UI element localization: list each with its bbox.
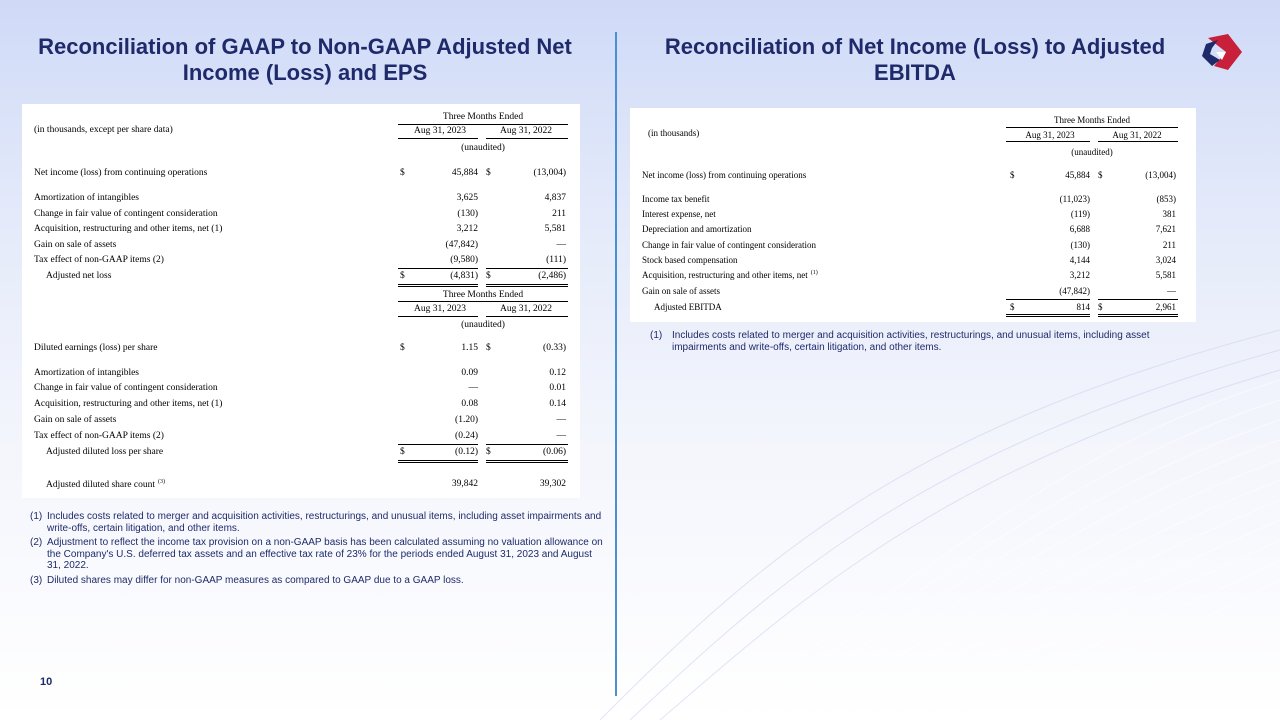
subtotal-rule-2 bbox=[1098, 299, 1178, 300]
footnote-item bbox=[30, 511, 606, 534]
page-number: 10 bbox=[40, 676, 53, 688]
row-label-text: Amortization of intangibles bbox=[34, 368, 140, 378]
value-2022: (853) bbox=[1156, 194, 1176, 204]
table-row-label bbox=[34, 399, 222, 409]
col-rule-1 bbox=[398, 138, 478, 139]
subtotal-rule-1 bbox=[398, 268, 478, 269]
table-row-label bbox=[642, 194, 709, 204]
value-2022: — bbox=[556, 431, 566, 441]
value-2023: (47,842) bbox=[445, 240, 478, 250]
col-rule-2 bbox=[1098, 141, 1178, 142]
value-2022: (13,004) bbox=[1145, 170, 1176, 180]
total-rule-1 bbox=[398, 284, 478, 287]
left-title: Reconciliation of GAAP to Non-GAAP Adjusted Net Income (Loss) and EPS bbox=[38, 34, 572, 85]
unaudited-label: (unaudited) bbox=[461, 320, 505, 330]
value-2023: (130) bbox=[457, 209, 478, 219]
value-2022: (0.06) bbox=[543, 447, 566, 457]
value-2022: (2,486) bbox=[538, 271, 566, 281]
value-2023: (119) bbox=[1070, 209, 1090, 219]
value-2022: 7,621 bbox=[1155, 224, 1176, 234]
value-2023: (0.24) bbox=[455, 431, 478, 441]
subtotal-rule-2 bbox=[486, 444, 568, 445]
value-2022: 0.01 bbox=[549, 383, 566, 393]
table-row-label bbox=[642, 240, 816, 250]
total-rule-2 bbox=[486, 460, 568, 463]
col-header-2023: Aug 31, 2023 bbox=[414, 126, 466, 136]
row-label-text: Gain on sale of assets bbox=[34, 415, 117, 425]
header-rule bbox=[398, 124, 568, 125]
period-header: Three Months Ended bbox=[1054, 115, 1130, 125]
total-rule-2 bbox=[1098, 314, 1178, 317]
period-header: Three Months Ended bbox=[442, 112, 524, 122]
subtotal-rule-2 bbox=[486, 268, 568, 269]
table-row-label bbox=[34, 431, 164, 441]
table-row-label: Amortization of intangibles bbox=[34, 193, 140, 203]
row-label-text: Stock based compensation bbox=[642, 255, 738, 265]
table-row-label bbox=[642, 224, 751, 234]
row-label-text: Adjusted diluted share count bbox=[46, 480, 155, 491]
col-header-2022: Aug 31, 2022 bbox=[1112, 130, 1162, 140]
value-2022: 0.14 bbox=[549, 399, 566, 409]
value-2023: (9,580) bbox=[450, 255, 478, 265]
row-label-text: Depreciation and amortization bbox=[642, 224, 752, 234]
table-row-label bbox=[654, 302, 722, 312]
row-label-text: Interest expense, net bbox=[642, 209, 716, 219]
value-2023: (0.12) bbox=[455, 447, 478, 457]
row-label-text: Tax effect of non-GAAP items (2) bbox=[34, 431, 164, 441]
total-rule-1 bbox=[398, 460, 478, 463]
row-label-text: Income tax benefit bbox=[642, 194, 710, 204]
currency-sign: $ bbox=[486, 271, 491, 281]
table-row-label bbox=[642, 286, 720, 296]
currency-sign: $ bbox=[400, 447, 405, 457]
table-row-label bbox=[642, 209, 716, 219]
currency-sign: $ bbox=[486, 168, 491, 178]
col-header-2022: Aug 31, 2022 bbox=[500, 126, 552, 136]
footnote-ref: (3) bbox=[157, 479, 165, 485]
table-row-label: Change in fair value of contingent consideration bbox=[34, 209, 218, 219]
right-title: Reconciliation of Net Income (Loss) to Adjusted EBITDA bbox=[664, 34, 1166, 85]
value-2022: 211 bbox=[552, 209, 566, 219]
unaudited-label: (unaudited) bbox=[461, 143, 505, 153]
col-rule-1 bbox=[398, 316, 478, 317]
right-table-panel bbox=[630, 108, 1196, 322]
value-2023: (4,831) bbox=[450, 271, 478, 281]
value-2022: 211 bbox=[1162, 240, 1176, 250]
value-2022: — bbox=[1167, 286, 1176, 296]
table-row-label bbox=[46, 479, 165, 490]
table-row-label bbox=[34, 415, 116, 425]
value-2023: 6,688 bbox=[1069, 224, 1090, 234]
table-row-label: Acquisition, restructuring and other items, net (1) bbox=[34, 224, 223, 234]
table-row-label: Tax effect of non-GAAP items (2) bbox=[34, 255, 164, 265]
col-rule-2 bbox=[486, 138, 568, 139]
value-2023: 39,842 bbox=[451, 479, 478, 489]
col-rule-1 bbox=[1006, 141, 1090, 142]
currency-sign: $ bbox=[400, 271, 405, 281]
row-label-text: Adjusted EBITDA bbox=[654, 302, 722, 312]
col-header-2023: Aug 31, 2023 bbox=[414, 304, 466, 314]
value-2022: — bbox=[556, 415, 566, 425]
company-logo-icon bbox=[1198, 30, 1246, 74]
value-2022: (111) bbox=[546, 255, 566, 265]
value-2023: (1.20) bbox=[455, 415, 478, 425]
footnote-text: Includes costs related to merger and acquisition activities, restructurings, and unusual items, including asset impairments and write-offs, certain litigation, and other items. bbox=[672, 330, 1150, 353]
right-ebitda-table bbox=[630, 108, 1196, 322]
units-label: (in thousands, except per share data) bbox=[34, 125, 173, 135]
footnote-item bbox=[30, 537, 606, 573]
value-2023: 3,625 bbox=[456, 193, 478, 203]
table-row-label bbox=[34, 343, 157, 353]
col-rule-2 bbox=[486, 316, 568, 317]
currency-sign: $ bbox=[486, 343, 491, 353]
footnote-item bbox=[650, 330, 1170, 354]
currency-sign: $ bbox=[400, 168, 405, 178]
row-label-text: Diluted earnings (loss) per share bbox=[34, 343, 158, 353]
unaudited-label: (unaudited) bbox=[1071, 147, 1113, 157]
value-2023: 814 bbox=[1076, 302, 1090, 312]
table-row-label bbox=[34, 368, 139, 378]
value-2022: 4,837 bbox=[544, 193, 566, 203]
currency-sign: $ bbox=[1010, 302, 1015, 312]
value-2022: — bbox=[556, 240, 566, 250]
footnote-marker: (1) bbox=[30, 511, 43, 522]
vertical-divider bbox=[615, 32, 617, 696]
table-row-label bbox=[34, 383, 218, 393]
value-2023: 4,144 bbox=[1069, 255, 1090, 265]
value-2022: 0.12 bbox=[549, 368, 566, 378]
table-row-label: Net income (loss) from continuing operations bbox=[34, 168, 208, 178]
value-2022: 5,581 bbox=[1155, 270, 1176, 280]
left-table-panel bbox=[22, 104, 580, 498]
footnote-item bbox=[30, 575, 606, 587]
value-2023: — bbox=[468, 383, 478, 393]
value-2023: 45,884 bbox=[451, 168, 478, 178]
value-2023: (130) bbox=[1070, 240, 1090, 250]
total-rule-1 bbox=[1006, 314, 1090, 317]
footnote-ref: (1) bbox=[810, 270, 818, 276]
row-label-text: Adjusted diluted loss per share bbox=[46, 447, 164, 457]
currency-sign: $ bbox=[1098, 302, 1103, 312]
currency-sign: $ bbox=[486, 447, 491, 457]
footnote-marker: (1) bbox=[650, 330, 663, 341]
value-2022: (13,004) bbox=[533, 168, 566, 178]
value-2023: 0.09 bbox=[461, 368, 478, 378]
value-2023: 0.08 bbox=[461, 399, 478, 409]
header-rule bbox=[398, 301, 568, 302]
value-2023: (47,842) bbox=[1059, 286, 1090, 296]
total-rule-2 bbox=[486, 284, 568, 287]
value-2023: 3,212 bbox=[1069, 270, 1090, 280]
currency-sign: $ bbox=[400, 343, 405, 353]
value-2022: (0.33) bbox=[543, 343, 566, 353]
footnote-text: Includes costs related to merger and acquisition activities, restructurings, and unusual items, including asset impairments and write-offs, certain litigation, and other items. bbox=[47, 511, 602, 534]
table-row-label: Adjusted net loss bbox=[46, 271, 112, 281]
row-label-text: Acquisition, restructuring and other items, net bbox=[642, 270, 808, 280]
col-header-2023: Aug 31, 2023 bbox=[1025, 130, 1075, 140]
value-2022: 381 bbox=[1162, 209, 1176, 219]
table-row-label bbox=[642, 270, 818, 280]
row-label-text: Gain on sale of assets bbox=[642, 286, 720, 296]
row-label-text: Acquisition, restructuring and other items, net (1) bbox=[34, 399, 223, 409]
footnote-marker: (3) bbox=[30, 575, 43, 586]
table-row-label bbox=[46, 447, 163, 457]
table-row-label bbox=[642, 170, 806, 180]
row-label-text: Change in fair value of contingent consideration bbox=[34, 383, 218, 393]
value-2022: 2,961 bbox=[1155, 302, 1176, 312]
value-2022: 3,024 bbox=[1155, 255, 1176, 265]
value-2023: 45,884 bbox=[1065, 170, 1090, 180]
table-row-label: Gain on sale of assets bbox=[34, 240, 117, 250]
value-2022: 5,581 bbox=[544, 224, 566, 234]
value-2023: 3,212 bbox=[456, 224, 478, 234]
col-header-2022: Aug 31, 2022 bbox=[500, 304, 552, 314]
row-label-text: Net income (loss) from continuing operations bbox=[642, 170, 807, 180]
left-reconciliation-table bbox=[22, 104, 580, 498]
value-2022: 39,302 bbox=[539, 479, 566, 489]
subtotal-rule-1 bbox=[398, 444, 478, 445]
units-label: (in thousands) bbox=[648, 128, 700, 138]
footnote-marker: (2) bbox=[30, 537, 43, 548]
row-label-text: Change in fair value of contingent consideration bbox=[642, 240, 816, 250]
period-header: Three Months Ended bbox=[442, 290, 524, 300]
table-row-label bbox=[642, 255, 737, 265]
footnote-text: Adjustment to reflect the income tax provision on a non-GAAP basis has been calculated assuming no valuation allowance on the Company's U.S. deferred tax assets and an effective tax rate of 23% for the periods ended August 31, 2023 and August 31, 2022. bbox=[47, 537, 603, 571]
currency-sign: $ bbox=[1010, 170, 1015, 180]
value-2023: (11,023) bbox=[1059, 194, 1090, 204]
value-2023: 1.15 bbox=[461, 343, 478, 353]
subtotal-rule-1 bbox=[1006, 299, 1090, 300]
currency-sign: $ bbox=[1098, 170, 1103, 180]
footnote-text: Diluted shares may differ for non-GAAP measures as compared to GAAP due to a GAAP loss. bbox=[47, 575, 464, 586]
header-rule bbox=[1006, 127, 1178, 128]
